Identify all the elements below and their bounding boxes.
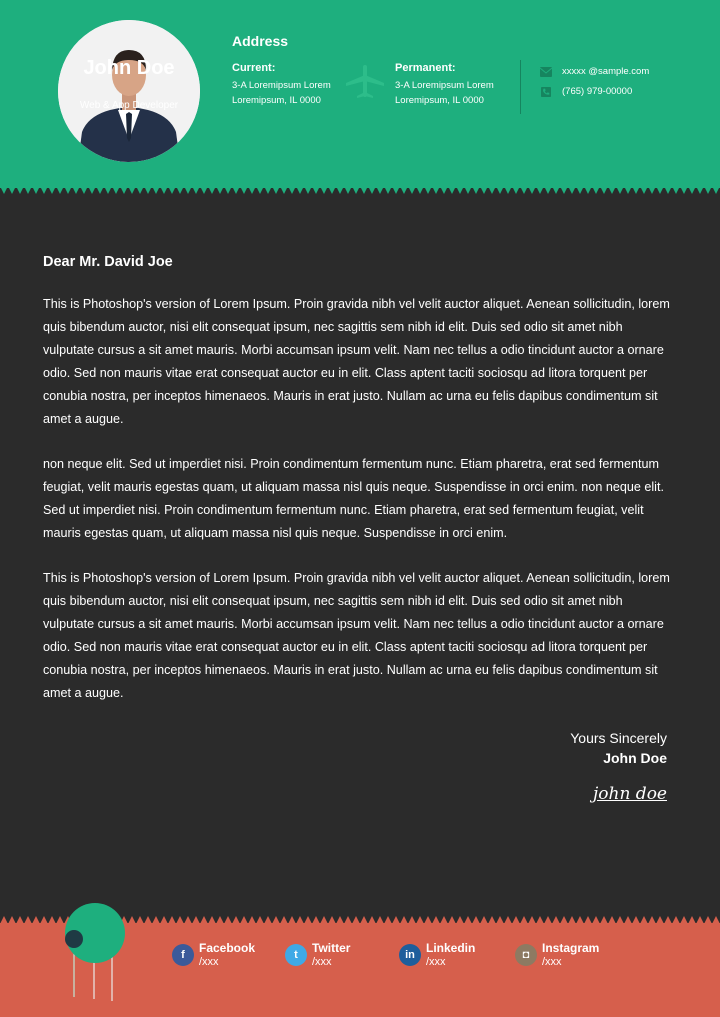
letter-paragraph: This is Photoshop's version of Lorem Ipsum. Proin gravida nibh vel velit auctor aliquet. Aenean sollicitudin, lorem quis bibendum auctor, nisi elit consequat ipsum, nec sagittis sem nibh id elit. Duis sed odio sit amet nibh vulputate cursus a sit amet mauris. Morbi accumsan ipsum velit. Nam nec tellus a odio tincidunt auctor a ornare odio. Sed non mauris vitae erat consequat auctor eu in elit. Class aptent taciti sociosqu ad litora torquent per conubia nostra, per inceptos himenaeos. Mauris in erat justo. Nullam ac urna eu felis dapibus condimentum sit amet a augue.	[43, 297, 670, 426]
social-name: Linkedin	[426, 941, 476, 955]
header-divider	[520, 60, 521, 114]
closing-phrase: Yours Sincerely	[570, 730, 667, 746]
current-address-label: Current:	[232, 62, 276, 74]
email-text: xxxxx @sample.com	[562, 66, 650, 77]
linkedin-icon: in	[399, 944, 421, 966]
letter-paragraph: This is Photoshop's version of Lorem Ipsum. Proin gravida nibh vel velit auctor aliquet. Aenean sollicitudin, lorem quis bibendum auctor, nisi elit consequat ipsum, nec sagittis sem nibh id elit. Duis sed odio sit amet nibh vulputate cursus a sit amet mauris. Morbi accumsan ipsum velit. Nam nec tellus a odio tincidunt auctor a ornare odio. Sed non mauris vitae erat consequat auctor eu in elit. Class aptent taciti sociosqu ad litora torquent per conubia nostra, per inceptos himenaeos. Mauris in erat justo. Nullam ac urna eu felis dapibus condimentum sit amet a augue.	[43, 571, 670, 700]
phone-text: (765) 979-00000	[562, 86, 633, 97]
permanent-address-label: Permanent:	[395, 62, 456, 74]
signature: john doe	[593, 784, 667, 804]
social-name: Twitter	[312, 941, 351, 955]
contact-email	[540, 66, 649, 77]
address-title: Address	[232, 33, 289, 49]
letter-closing	[570, 730, 667, 804]
permanent-address-line1: 3-A Loremipsum Lorem	[395, 80, 494, 91]
profile-role: Web & App Developer	[79, 100, 179, 111]
signer-name: John Doe	[603, 750, 667, 766]
social-handle: /xxx	[542, 956, 562, 968]
social-instagram[interactable]	[515, 941, 599, 969]
header-zigzag-edge	[0, 186, 720, 196]
current-address	[232, 61, 331, 108]
permanent-address	[395, 61, 494, 108]
phone-icon	[540, 87, 552, 97]
facebook-icon: f	[172, 944, 194, 966]
email-icon	[540, 67, 552, 77]
social-handle: /xxx	[199, 956, 219, 968]
decorative-balloons	[0, 895, 140, 1005]
twitter-icon: t	[285, 944, 307, 966]
current-address-line2: Loremipsum, IL 0000	[232, 95, 321, 106]
profile-name: John Doe	[83, 57, 175, 79]
social-handle: /xxx	[426, 956, 446, 968]
letter-paragraph: non neque elit. Sed ut imperdiet nisi. Proin condimentum fermentum nunc. Etiam pharetra, erat sed fermentum feugiat, velit mauris egestas quam, ut aliquam massa nisl quis neque. Suspendisse in orci enim. non neque elit. Sed ut imperdiet nisi. Proin condimentum fermentum nunc. Etiam pharetra, erat sed fermentum feugiat, velit mauris egestas quam, ut aliquam massa nisl quis neque. Suspendisse in orci enim.	[43, 457, 664, 540]
social-name: Instagram	[542, 941, 600, 955]
instagram-icon: ◘	[515, 944, 537, 966]
social-twitter[interactable]	[285, 941, 350, 969]
letter-greeting: Dear Mr. David Joe	[43, 254, 173, 270]
contact-phone	[540, 86, 632, 97]
avatar	[58, 20, 200, 162]
social-handle: /xxx	[312, 956, 332, 968]
current-address-line1: 3-A Loremipsum Lorem	[232, 80, 331, 91]
social-linkedin[interactable]	[399, 941, 475, 969]
airplane-icon	[344, 63, 386, 99]
permanent-address-line2: Loremipsum, IL 0000	[395, 95, 484, 106]
social-facebook[interactable]	[172, 941, 255, 969]
social-name: Facebook	[199, 941, 256, 955]
